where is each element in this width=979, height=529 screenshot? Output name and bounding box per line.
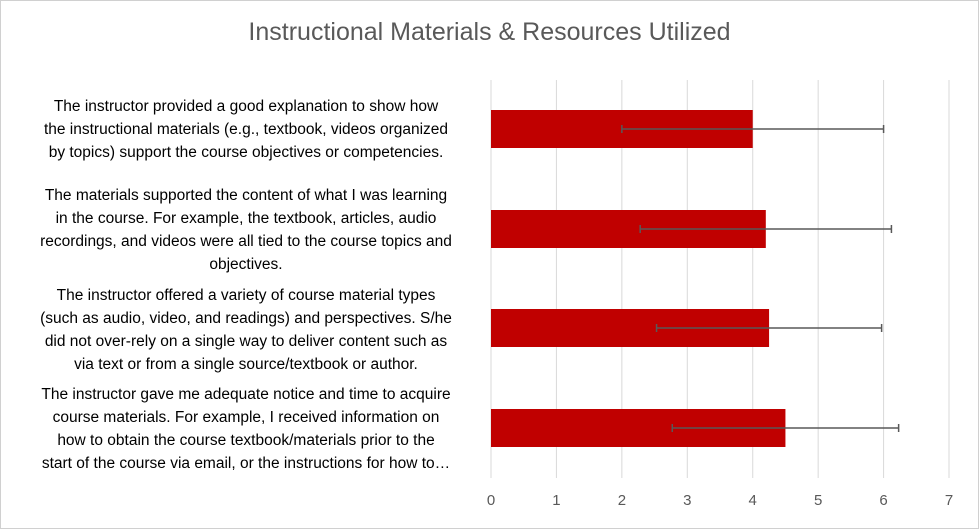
category-label-1: The instructor provided a good explanation to show how the instructional materials (e.g., textbook, videos organized by topics) support the course objectives or competencies. (43, 98, 449, 161)
x-tick-label-4: 4 (748, 492, 757, 509)
chart-title: Instructional Materials & Resources Utilized (248, 18, 731, 46)
x-tick-label-6: 6 (879, 492, 888, 509)
x-tick-label-1: 1 (552, 492, 561, 509)
x-tick-label-2: 2 (617, 492, 627, 509)
category-label-2: The materials supported the content of what I was learning in the course. For example, the textbook, articles, audio recordings, and videos were all tied to the course topics and objectives. (40, 187, 452, 273)
category-label-3: The instructor offered a variety of course material types (such as audio, video, and readings) and perspectives. S/he did not over-rely on a single way to deliver content such as via text or from a single source/textbook or author. (40, 287, 452, 373)
x-tick-label-0: 0 (486, 492, 496, 509)
category-label-4: The instructor gave me adequate notice and time to acquire course materials. For example, I received information on how to obtain the course textbook/materials prior to the start of the course via email, or the instructions for how to… (41, 386, 451, 472)
x-tick-label-7: 7 (944, 492, 954, 509)
x-tick-label-5: 5 (813, 492, 823, 509)
x-tick-label-3: 3 (683, 492, 692, 509)
